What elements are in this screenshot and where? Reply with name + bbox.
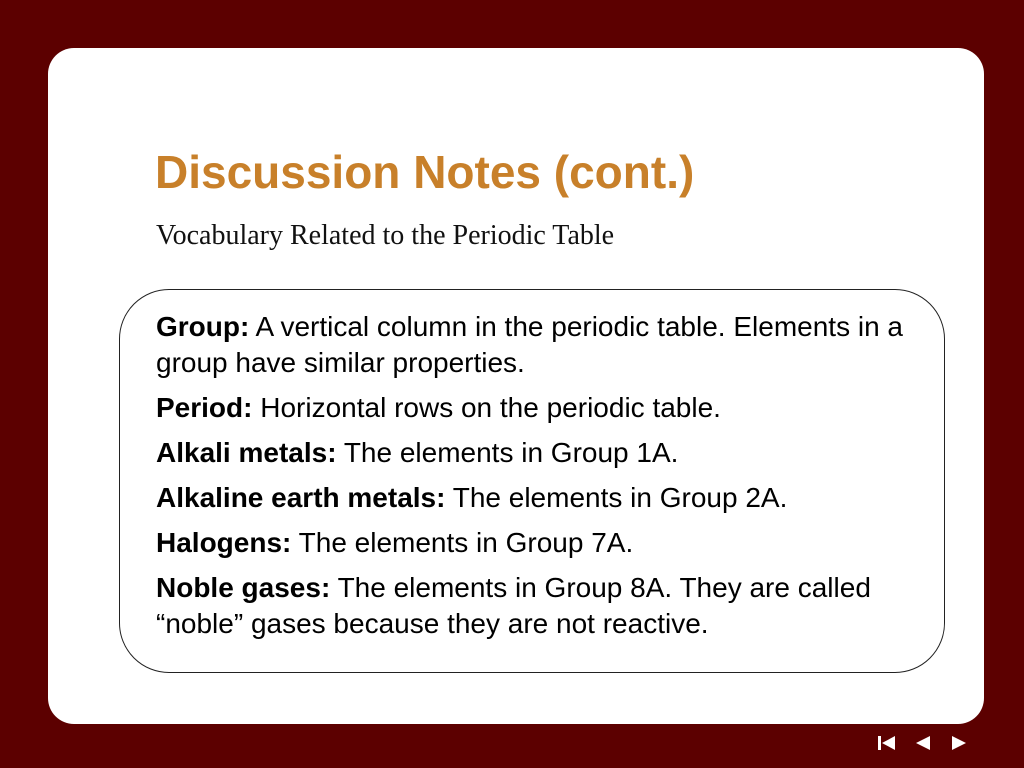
definition-term: Halogens:: [156, 527, 292, 558]
slide-subtitle: Vocabulary Related to the Periodic Table: [156, 220, 615, 251]
definition-text: A vertical column in the periodic table. Elements in a group have similar properties.: [156, 311, 903, 378]
first-slide-button[interactable]: [876, 732, 898, 754]
next-triangle-icon: [950, 734, 968, 752]
definitions-list: [156, 309, 956, 651]
definition-text: The elements in Group 7A.: [298, 527, 634, 558]
previous-slide-button[interactable]: [912, 732, 934, 754]
definition-item-group: [156, 309, 956, 381]
previous-triangle-icon: [914, 734, 932, 752]
definition-item-alkali-metals: [156, 435, 956, 471]
definition-text: Horizontal rows on the periodic table.: [260, 392, 721, 423]
slide-navigation: [876, 732, 970, 754]
definition-item-halogens: [156, 525, 956, 561]
definition-text: The elements in Group 8A. They are called “noble” gases because they are not reactive.: [156, 572, 871, 639]
slide-title: Discussion Notes (cont.): [155, 146, 695, 198]
definition-text: The elements in Group 2A.: [452, 482, 788, 513]
definition-term: Alkali metals:: [156, 437, 337, 468]
definition-term: Noble gases:: [156, 572, 331, 603]
definition-item-period: [156, 390, 956, 426]
definition-item-noble-gases: [156, 570, 956, 642]
definition-text: The elements in Group 1A.: [343, 437, 679, 468]
next-slide-button[interactable]: [948, 732, 970, 754]
definition-term: Period:: [156, 392, 253, 423]
definition-item-alkaline-earth-metals: [156, 480, 956, 516]
definition-term: Group:: [156, 311, 250, 342]
definition-term: Alkaline earth metals:: [156, 482, 446, 513]
skip-to-first-icon: [877, 734, 897, 752]
